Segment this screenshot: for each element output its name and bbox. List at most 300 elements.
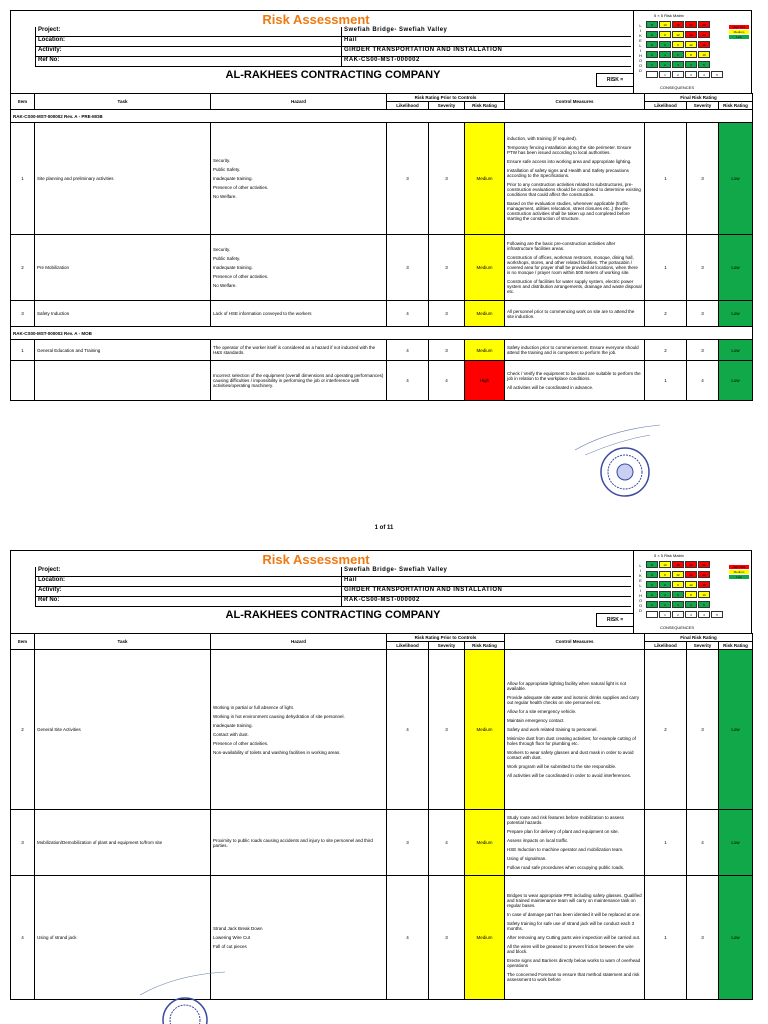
axis-letter: D bbox=[639, 68, 642, 73]
risk-rating-cell: Medium bbox=[465, 650, 505, 810]
severity-cell: 3 bbox=[429, 876, 465, 1000]
hazard-cell bbox=[211, 650, 387, 810]
matrix-cell: 5 bbox=[698, 61, 710, 68]
table-row bbox=[11, 301, 753, 327]
matrix-cell: 20 bbox=[698, 31, 710, 38]
control-item: Prior to any construction activities related to substructures, pre-construction evaluations should be completed to determine existing conditions that could affect the construction. bbox=[507, 182, 641, 197]
col-risk-rating: Risk Rating bbox=[719, 102, 753, 110]
col-final-group: Final Risk Rating bbox=[645, 634, 753, 642]
hazard-item: Fall of cut pieces bbox=[213, 944, 247, 949]
matrix-cell: 6 bbox=[672, 591, 684, 598]
control-item: Allow for appropriate lighting facility when natural light is not available. bbox=[507, 681, 627, 691]
matrix-key bbox=[729, 565, 749, 580]
likelihood-cell: 1 bbox=[645, 235, 687, 301]
control-item: Minimize dust from dust creating activities; for example cutting of holes through floor for plumbing etc. bbox=[507, 736, 636, 746]
likelihood-cell: 2 bbox=[645, 650, 687, 810]
severity-cell: 3 bbox=[687, 650, 719, 810]
likelihood-cell: 4 bbox=[387, 361, 429, 401]
col-likelihood: Likelihood bbox=[387, 102, 429, 110]
hazard-item: Inadequate training. bbox=[213, 176, 253, 181]
meta-value: GIRDER TRANSPORTATION AND INSTALLATION bbox=[341, 587, 631, 596]
col-likelihood: Likelihood bbox=[645, 102, 687, 110]
matrix-cell: 20 bbox=[685, 21, 697, 28]
risk-rating-cell: Low bbox=[719, 810, 753, 876]
axis-letter: I bbox=[639, 48, 642, 53]
risk-rating-cell: Low bbox=[719, 235, 753, 301]
meta-key: Activity: bbox=[38, 587, 62, 593]
matrix-cell: 8 bbox=[685, 591, 697, 598]
control-item: Safety induction prior to commencement. Ensure everyone should attend the training and is competent to perform the job. bbox=[507, 345, 639, 355]
axis-letter: K bbox=[639, 573, 642, 578]
company-name: AL-RAKHEES CONTRACTING COMPANY bbox=[225, 609, 441, 621]
risk-matrix bbox=[633, 11, 754, 93]
severity-cell: 4 bbox=[687, 810, 719, 876]
page-header bbox=[10, 550, 752, 633]
meta-key: Ref No: bbox=[38, 597, 60, 603]
matrix-key-item: Medium bbox=[729, 30, 749, 34]
matrix-cell: 9 bbox=[672, 581, 684, 588]
axis-letter: E bbox=[639, 578, 642, 583]
hazard-item: Public Safety. bbox=[213, 167, 241, 172]
matrix-cell: 10 bbox=[698, 591, 710, 598]
table-row bbox=[11, 340, 753, 361]
task-cell: Mobilization/Demobilization of plant and equipment to/from site bbox=[35, 810, 211, 876]
matrix-cell: 5 bbox=[646, 21, 658, 28]
meta-value: Swefiah Bridge- Swefiah Valley bbox=[341, 27, 631, 36]
severity-cell: 3 bbox=[429, 650, 465, 810]
matrix-cell: 1 bbox=[659, 611, 671, 618]
col-control: Control Measures bbox=[505, 634, 645, 650]
matrix-cell: 4 bbox=[698, 71, 710, 78]
matrix-cell: 6 bbox=[659, 41, 671, 48]
axis-letter: E bbox=[639, 38, 642, 43]
risk-rating-cell: Low bbox=[719, 123, 753, 235]
col-likelihood: Likelihood bbox=[645, 642, 687, 650]
matrix-key-item: Medium bbox=[729, 570, 749, 574]
matrix-cell: 4 bbox=[659, 51, 671, 58]
matrix-key-item: High Risk bbox=[729, 565, 749, 569]
likelihood-cell: 4 bbox=[387, 340, 429, 361]
meta-value: Hail bbox=[341, 37, 631, 46]
matrix-likelihood-axis bbox=[638, 23, 643, 73]
control-item: Check / Verify the equipment to be used are suitable to perform the job in relation to the workplace conditions. bbox=[507, 371, 641, 381]
axis-letter: H bbox=[639, 593, 642, 598]
hazard-item: No Welfare. bbox=[213, 283, 237, 288]
meta-key: Ref No: bbox=[38, 57, 60, 63]
axis-letter: K bbox=[639, 33, 642, 38]
matrix-cell: 25 bbox=[698, 21, 710, 28]
hazard-item: Working in hot environment causing dehydration of site personnel. bbox=[213, 713, 345, 719]
matrix-cell: 15 bbox=[698, 581, 710, 588]
matrix-cell bbox=[646, 611, 658, 618]
matrix-title: 5 × 5 Risk Matrix bbox=[654, 553, 684, 558]
item-number: 3 bbox=[11, 301, 35, 327]
col-severity: Severity bbox=[687, 642, 719, 650]
risk-rating-cell: High bbox=[465, 361, 505, 401]
col-prior-group: Risk Rating Prior to Controls bbox=[387, 94, 505, 102]
risk-rating-cell: Medium bbox=[465, 235, 505, 301]
control-item: Safety training for safe use of strand jack will be conduct each 3 months. bbox=[507, 921, 635, 931]
meta-key: Activity: bbox=[38, 47, 62, 53]
risk-rating-cell: Medium bbox=[465, 810, 505, 876]
hazard-item: Security. bbox=[213, 247, 231, 252]
col-final-group: Final Risk Rating bbox=[645, 94, 753, 102]
col-control: Control Measures bbox=[505, 94, 645, 110]
hazard-cell bbox=[211, 876, 387, 1000]
severity-cell: 3 bbox=[687, 235, 719, 301]
hazard-item: Working in partial or full absence of light. bbox=[213, 704, 294, 710]
hazard-item: Lowering Wire Cut bbox=[213, 935, 251, 940]
severity-cell: 3 bbox=[429, 235, 465, 301]
matrix-cell: 12 bbox=[685, 41, 697, 48]
axis-letter: O bbox=[638, 63, 643, 68]
control-item: Using of signalman. bbox=[507, 856, 547, 861]
hazard-item: The operator of the worker itself is considered as a hazard if not inducted with the H&S standards. bbox=[213, 345, 376, 355]
col-item: Item bbox=[11, 94, 35, 110]
item-number: 2 bbox=[11, 650, 35, 810]
risk-rating-cell: Low bbox=[719, 361, 753, 401]
matrix-cell: 6 bbox=[659, 581, 671, 588]
control-item: Study route and risk features before mobilization to assess potential hazards. bbox=[507, 815, 624, 825]
table-row bbox=[11, 650, 753, 810]
control-item: Bridges to wear appropriate PPE including safety glasses. Qualified and trained maintenance team will carry on maintenance task on regular bases. bbox=[507, 893, 642, 908]
matrix-cell: 16 bbox=[685, 31, 697, 38]
axis-letter: I bbox=[639, 568, 642, 573]
hazard-item: Lack of HSE information conveyed to the workers bbox=[213, 311, 312, 316]
col-hazard: Hazard bbox=[211, 94, 387, 110]
control-item: Ensure safe access into working area and appropriate lighting. bbox=[507, 159, 632, 164]
risk-rating-cell: Low bbox=[719, 301, 753, 327]
control-item: HSE Induction to machine operator and mobilization team. bbox=[507, 847, 624, 852]
control-measures-cell bbox=[505, 123, 645, 235]
risk-rating-cell: Medium bbox=[465, 123, 505, 235]
control-item: The concerned Foreman to ensure that method statement and risk assessment to work before bbox=[507, 972, 640, 982]
control-item: Prepare plan for delivery of plant and equipment on site. bbox=[507, 829, 619, 834]
task-cell: General Site Activities bbox=[35, 650, 211, 810]
likelihood-cell: 2 bbox=[645, 301, 687, 327]
section-heading: RAK-CS00-MST-000002 Rev. A - MOB bbox=[11, 327, 753, 340]
axis-letter: I bbox=[639, 28, 642, 33]
risk-table bbox=[10, 633, 753, 1000]
control-item: Maintain emergency contact. bbox=[507, 718, 565, 723]
item-number: 1 bbox=[11, 340, 35, 361]
col-task: Task bbox=[35, 94, 211, 110]
col-risk-rating: Risk Rating bbox=[719, 642, 753, 650]
risk-rating-cell: Low bbox=[719, 650, 753, 810]
severity-cell: 3 bbox=[429, 301, 465, 327]
axis-letter: O bbox=[638, 598, 643, 603]
item-number: 1 bbox=[11, 123, 35, 235]
col-item: Item bbox=[11, 634, 35, 650]
table-row bbox=[11, 235, 753, 301]
risk-rating-cell: Medium bbox=[465, 340, 505, 361]
control-item: Safety and work related training to personnel. bbox=[507, 727, 598, 732]
matrix-consequences-label: CONSEQUENCES bbox=[660, 625, 695, 630]
matrix-cell: 4 bbox=[698, 611, 710, 618]
hazard-item: Inadequate training. bbox=[213, 265, 253, 270]
matrix-cell: 10 bbox=[698, 51, 710, 58]
meta-key: Project: bbox=[38, 567, 61, 573]
meta-key: Project: bbox=[38, 27, 61, 33]
matrix-key-item: Low bbox=[729, 575, 749, 579]
axis-letter: H bbox=[639, 53, 642, 58]
control-item: After removing any Cutting parts wire inspection will be carried out. bbox=[507, 935, 641, 940]
matrix-cell: 3 bbox=[672, 61, 684, 68]
hazard-item: Proximity to public roads causing accidents and injury to site personnel and third parties. bbox=[213, 837, 373, 848]
likelihood-cell: 2 bbox=[645, 340, 687, 361]
hazard-item: No Welfare. bbox=[213, 194, 237, 199]
risk-box: RISK = bbox=[596, 613, 634, 627]
control-item: Erecte signs and Barriers directly below works to warn of overhead operations bbox=[507, 958, 641, 968]
meta-value: Swefiah Bridge- Swefiah Valley bbox=[341, 567, 631, 576]
page-number: 1 of 11 bbox=[374, 525, 394, 531]
task-cell: Pre Mobilization bbox=[35, 235, 211, 301]
severity-cell: 3 bbox=[687, 340, 719, 361]
likelihood-cell: 3 bbox=[387, 810, 429, 876]
control-item: Assess impacts on local traffic. bbox=[507, 838, 569, 843]
control-measures-cell bbox=[505, 650, 645, 810]
axis-letter: L bbox=[639, 563, 642, 568]
control-measures-cell bbox=[505, 876, 645, 1000]
col-hazard: Hazard bbox=[211, 634, 387, 650]
signature-stamp-icon bbox=[570, 420, 670, 500]
matrix-cell: 8 bbox=[685, 51, 697, 58]
matrix-cell: 12 bbox=[672, 571, 684, 578]
risk-matrix bbox=[633, 551, 754, 633]
matrix-cell: 5 bbox=[711, 71, 723, 78]
control-item: All activities will be coordinated in advance. bbox=[507, 385, 594, 390]
likelihood-cell: 1 bbox=[645, 876, 687, 1000]
matrix-cell: 5 bbox=[711, 611, 723, 618]
control-item: Temporary fencing installation along the site perimeter. Ensure PTW has been issued according to local authorities. bbox=[507, 145, 632, 155]
control-item: Work program will be submitted to the site responsible. bbox=[507, 764, 617, 769]
hazard-item: Contact with dust. bbox=[213, 731, 249, 737]
likelihood-cell: 4 bbox=[387, 876, 429, 1000]
hazard-item: Non-availability of toilets and washing facilities in working areas. bbox=[213, 749, 341, 755]
hazard-item: Public Safety. bbox=[213, 256, 241, 261]
control-measures-cell bbox=[505, 235, 645, 301]
meta-value: RAK-CS00-MST-000002 bbox=[341, 597, 631, 606]
col-severity: Severity bbox=[687, 102, 719, 110]
hazard-cell bbox=[211, 361, 387, 401]
matrix-cell: 8 bbox=[659, 31, 671, 38]
company-name: AL-RAKHEES CONTRACTING COMPANY bbox=[225, 69, 441, 81]
severity-cell: 4 bbox=[429, 361, 465, 401]
matrix-cell: 12 bbox=[685, 581, 697, 588]
signature-stamp-icon bbox=[135, 970, 235, 1024]
matrix-cell: 1 bbox=[646, 61, 658, 68]
task-cell bbox=[35, 361, 211, 401]
matrix-cell: 1 bbox=[646, 601, 658, 608]
control-item: induction, with training (if required). bbox=[507, 136, 578, 141]
hazard-item: Presence of other activities. bbox=[213, 274, 269, 279]
table-row bbox=[11, 361, 753, 401]
risk-rating-cell: Low bbox=[719, 340, 753, 361]
likelihood-cell: 3 bbox=[387, 235, 429, 301]
hazard-item: Inadequate training. bbox=[213, 722, 253, 728]
control-item: Construction of facilities for water supply system, electric power system and distribution arrangements, drainage and waste disposal etc. bbox=[507, 279, 642, 294]
col-prior-group: Risk Rating Prior to Controls bbox=[387, 634, 505, 642]
control-measures-cell bbox=[505, 340, 645, 361]
likelihood-cell: 4 bbox=[387, 650, 429, 810]
likelihood-cell: 3 bbox=[387, 123, 429, 235]
axis-letter: L bbox=[639, 583, 642, 588]
matrix-cell: 25 bbox=[698, 561, 710, 568]
matrix-cell: 10 bbox=[659, 561, 671, 568]
col-likelihood: Likelihood bbox=[387, 642, 429, 650]
document-page-2 bbox=[10, 550, 752, 1000]
control-item: Construction of offices, workman restroom, mosque, dining hall, workshops, stores, and other related facilities. The portacabin / covered area for prayer shall be provided at locations, when there is no mosque / prayer room within 500 meters of working site. bbox=[507, 255, 638, 275]
risk-rating-cell: Low bbox=[719, 876, 753, 1000]
axis-letter: O bbox=[638, 603, 643, 608]
matrix-consequences-label: CONSEQUENCES bbox=[660, 85, 695, 90]
matrix-likelihood-axis bbox=[638, 563, 643, 613]
severity-cell: 4 bbox=[687, 361, 719, 401]
matrix-key-item: High Risk bbox=[729, 25, 749, 29]
control-item: Workers to wear safety glasses and dust mask in order to avoid contact with dust. bbox=[507, 750, 634, 760]
hazard-cell bbox=[211, 301, 387, 327]
table-row bbox=[11, 810, 753, 876]
likelihood-cell: 4 bbox=[387, 301, 429, 327]
matrix-cell: 3 bbox=[646, 581, 658, 588]
control-measures-cell bbox=[505, 810, 645, 876]
matrix-key-item: Low bbox=[729, 35, 749, 39]
section-heading: RAK-CS00-MST-000002 Rev. A - PRE-MOB bbox=[11, 110, 753, 123]
matrix-cell: 9 bbox=[672, 41, 684, 48]
col-task: Task bbox=[35, 634, 211, 650]
axis-letter: D bbox=[639, 608, 642, 613]
meta-value: RAK-CS00-MST-000002 bbox=[341, 57, 631, 66]
task-cell: Site planning and preliminary activities bbox=[35, 123, 211, 235]
hazard-cell bbox=[211, 340, 387, 361]
risk-rating-cell: Medium bbox=[465, 876, 505, 1000]
matrix-cell: 5 bbox=[646, 561, 658, 568]
page-header bbox=[10, 10, 752, 93]
matrix-cell: 4 bbox=[659, 591, 671, 598]
hazard-item: Presence of other activities. bbox=[213, 185, 269, 190]
hazard-item: Presence of other activities. bbox=[213, 740, 269, 746]
matrix-cell: 12 bbox=[672, 31, 684, 38]
axis-letter: L bbox=[639, 43, 642, 48]
severity-cell: 3 bbox=[429, 340, 465, 361]
hazard-cell bbox=[211, 235, 387, 301]
risk-rating-cell: Medium bbox=[465, 301, 505, 327]
matrix-cell: 2 bbox=[672, 611, 684, 618]
risk-box: RISK = bbox=[596, 73, 634, 87]
project-meta bbox=[35, 27, 631, 67]
matrix-cell: 20 bbox=[685, 561, 697, 568]
col-severity: Severity bbox=[429, 102, 465, 110]
matrix-cell: 2 bbox=[659, 61, 671, 68]
severity-cell: 4 bbox=[429, 810, 465, 876]
item-number: 2 bbox=[11, 235, 35, 301]
matrix-cell bbox=[646, 71, 658, 78]
table-row bbox=[11, 876, 753, 1000]
project-meta bbox=[35, 567, 631, 607]
matrix-cell: 4 bbox=[646, 571, 658, 578]
col-risk-rating: Risk Rating bbox=[465, 102, 505, 110]
matrix-key bbox=[729, 25, 749, 40]
matrix-cell: 3 bbox=[672, 601, 684, 608]
meta-key: Location: bbox=[38, 577, 65, 583]
severity-cell: 3 bbox=[687, 876, 719, 1000]
hazard-item: Security. bbox=[213, 158, 231, 163]
task-cell: Using of strand jack bbox=[35, 876, 211, 1000]
matrix-cell: 2 bbox=[659, 601, 671, 608]
matrix-cell: 2 bbox=[646, 591, 658, 598]
matrix-cell: 5 bbox=[698, 601, 710, 608]
control-item: Following are the basic pre-construction activities after infrastructure facilities areas. bbox=[507, 241, 616, 251]
severity-cell: 3 bbox=[429, 123, 465, 235]
axis-letter: O bbox=[638, 58, 643, 63]
matrix-cell: 3 bbox=[685, 71, 697, 78]
control-item: In case of damage part has been identied it will be replaced at one. bbox=[507, 912, 641, 917]
task-cell: Safety Induction bbox=[35, 301, 211, 327]
matrix-cell: 1 bbox=[659, 71, 671, 78]
meta-value: GIRDER TRANSPORTATION AND INSTALLATION bbox=[341, 47, 631, 56]
matrix-cell: 4 bbox=[646, 31, 658, 38]
matrix-cell: 15 bbox=[672, 21, 684, 28]
hazard-cell bbox=[211, 810, 387, 876]
item-number: 4 bbox=[11, 876, 35, 1000]
hazard-cell bbox=[211, 123, 387, 235]
document-page-1 bbox=[10, 10, 752, 410]
severity-cell: 3 bbox=[687, 301, 719, 327]
control-item: All personnel prior to commencing work on site are to attend the site induction. bbox=[507, 308, 635, 319]
control-item: All activities will be coordinated in order to avoid interferences. bbox=[507, 773, 632, 778]
task-cell: General Education and Training bbox=[35, 340, 211, 361]
matrix-cell: 6 bbox=[672, 51, 684, 58]
matrix-cell: 20 bbox=[698, 571, 710, 578]
meta-value: Hail bbox=[341, 577, 631, 586]
hazard-item: Strand Jack Break Down bbox=[213, 926, 263, 931]
matrix-cell: 15 bbox=[698, 41, 710, 48]
control-item: Allow for a site emergency vehicle. bbox=[507, 709, 577, 714]
matrix-cell: 4 bbox=[685, 61, 697, 68]
hazard-item: Incorrect selection of the equipment (overall dimensions and operating performances) causing difficulties / impossibility in performing the job or interference with activities/operating machinery. bbox=[213, 373, 384, 388]
matrix-cell: 4 bbox=[685, 601, 697, 608]
matrix-cell: 2 bbox=[646, 51, 658, 58]
likelihood-cell: 1 bbox=[645, 123, 687, 235]
control-item: All the wires will be greased to prevent friction between the wire and block. bbox=[507, 944, 634, 954]
meta-key: Location: bbox=[38, 37, 65, 43]
matrix-cell: 15 bbox=[672, 561, 684, 568]
item-number: 3 bbox=[11, 810, 35, 876]
control-measures-cell bbox=[505, 301, 645, 327]
table-row bbox=[11, 123, 753, 235]
axis-letter: I bbox=[639, 588, 642, 593]
matrix-cell: 3 bbox=[685, 611, 697, 618]
control-measures-cell bbox=[505, 361, 645, 401]
col-severity: Severity bbox=[429, 642, 465, 650]
control-item: Based on the evaluation studies, whenever applicable (traffic management, utilities relocation, street closures etc.,) the pre-construction activities shall be taken up and completed before starting the construction of structure. bbox=[507, 201, 631, 221]
matrix-cell: 10 bbox=[659, 21, 671, 28]
likelihood-cell: 1 bbox=[645, 810, 687, 876]
matrix-cell: 3 bbox=[646, 41, 658, 48]
doc-title: Risk Assessment bbox=[262, 552, 370, 567]
doc-title: Risk Assessment bbox=[262, 12, 370, 27]
control-item: Provide adequate site water and isotonic drinks supplies and carry out regular health checks on site personnel etc. bbox=[507, 695, 640, 705]
col-risk-rating: Risk Rating bbox=[465, 642, 505, 650]
matrix-cell: 2 bbox=[672, 71, 684, 78]
axis-letter: L bbox=[639, 23, 642, 28]
severity-cell: 3 bbox=[687, 123, 719, 235]
matrix-cell: 16 bbox=[685, 571, 697, 578]
item-number bbox=[11, 361, 35, 401]
risk-table bbox=[10, 93, 753, 401]
likelihood-cell: 1 bbox=[645, 361, 687, 401]
control-item: Follow road safe procedures when occupying public roads. bbox=[507, 865, 625, 870]
